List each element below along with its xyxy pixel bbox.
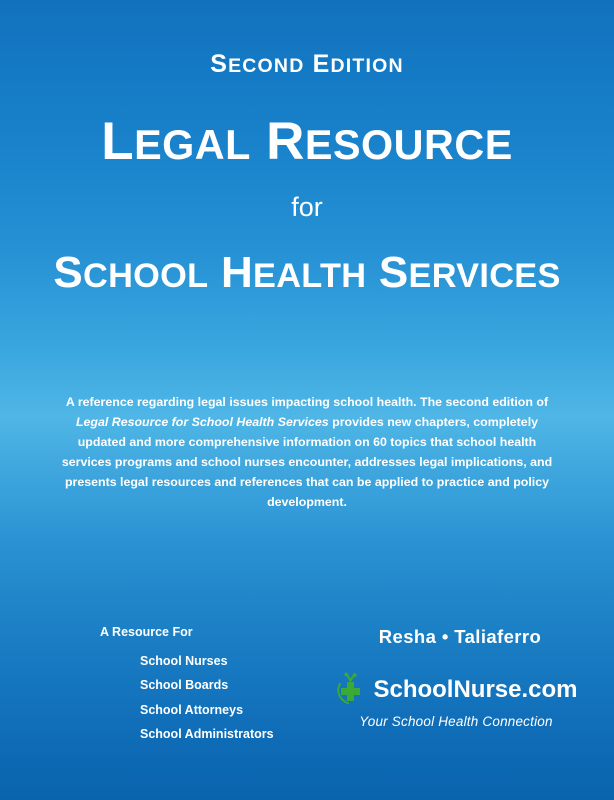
description-title-italic: Legal Resource for School Health Services	[75, 415, 329, 430]
audience-heading: A Resource For	[100, 625, 193, 639]
description-part-3: provides new chapters, completely updated and more comprehensive information on 60 topics that school health services programs and school nurses encounter, addresses legal implications, and presents legal resources and references that can be applied to practice and policy development.	[61, 415, 553, 510]
description-paragraph	[52, 392, 562, 513]
logo-name: SchoolNurse	[373, 676, 522, 703]
audience-block	[100, 626, 274, 753]
publisher-logo	[328, 672, 584, 729]
title-connector: for	[291, 192, 323, 222]
edition-label: SECOND EDITION	[210, 50, 404, 78]
page-subtitle: SCHOOL HEALTH SERVICES	[53, 248, 561, 297]
list-item: School Boards	[140, 678, 229, 692]
title-block	[0, 52, 614, 295]
logo-tagline: Your School Health Connection	[359, 714, 553, 729]
description-part-1: A reference regarding legal issues impacting school health. The second edition of	[65, 395, 549, 409]
audience-list	[140, 655, 274, 741]
green-cross-plus-icon	[334, 672, 366, 708]
list-item: School Administrators	[140, 727, 274, 741]
list-item: School Attorneys	[140, 702, 244, 717]
logo-domain-suffix: .com	[521, 676, 578, 703]
page-title: LEGAL RESOURCE	[101, 112, 513, 171]
logo-wordmark	[373, 678, 577, 702]
list-item: School Nurses	[140, 653, 228, 668]
authors-line: Resha • Taliaferro	[378, 626, 542, 647]
